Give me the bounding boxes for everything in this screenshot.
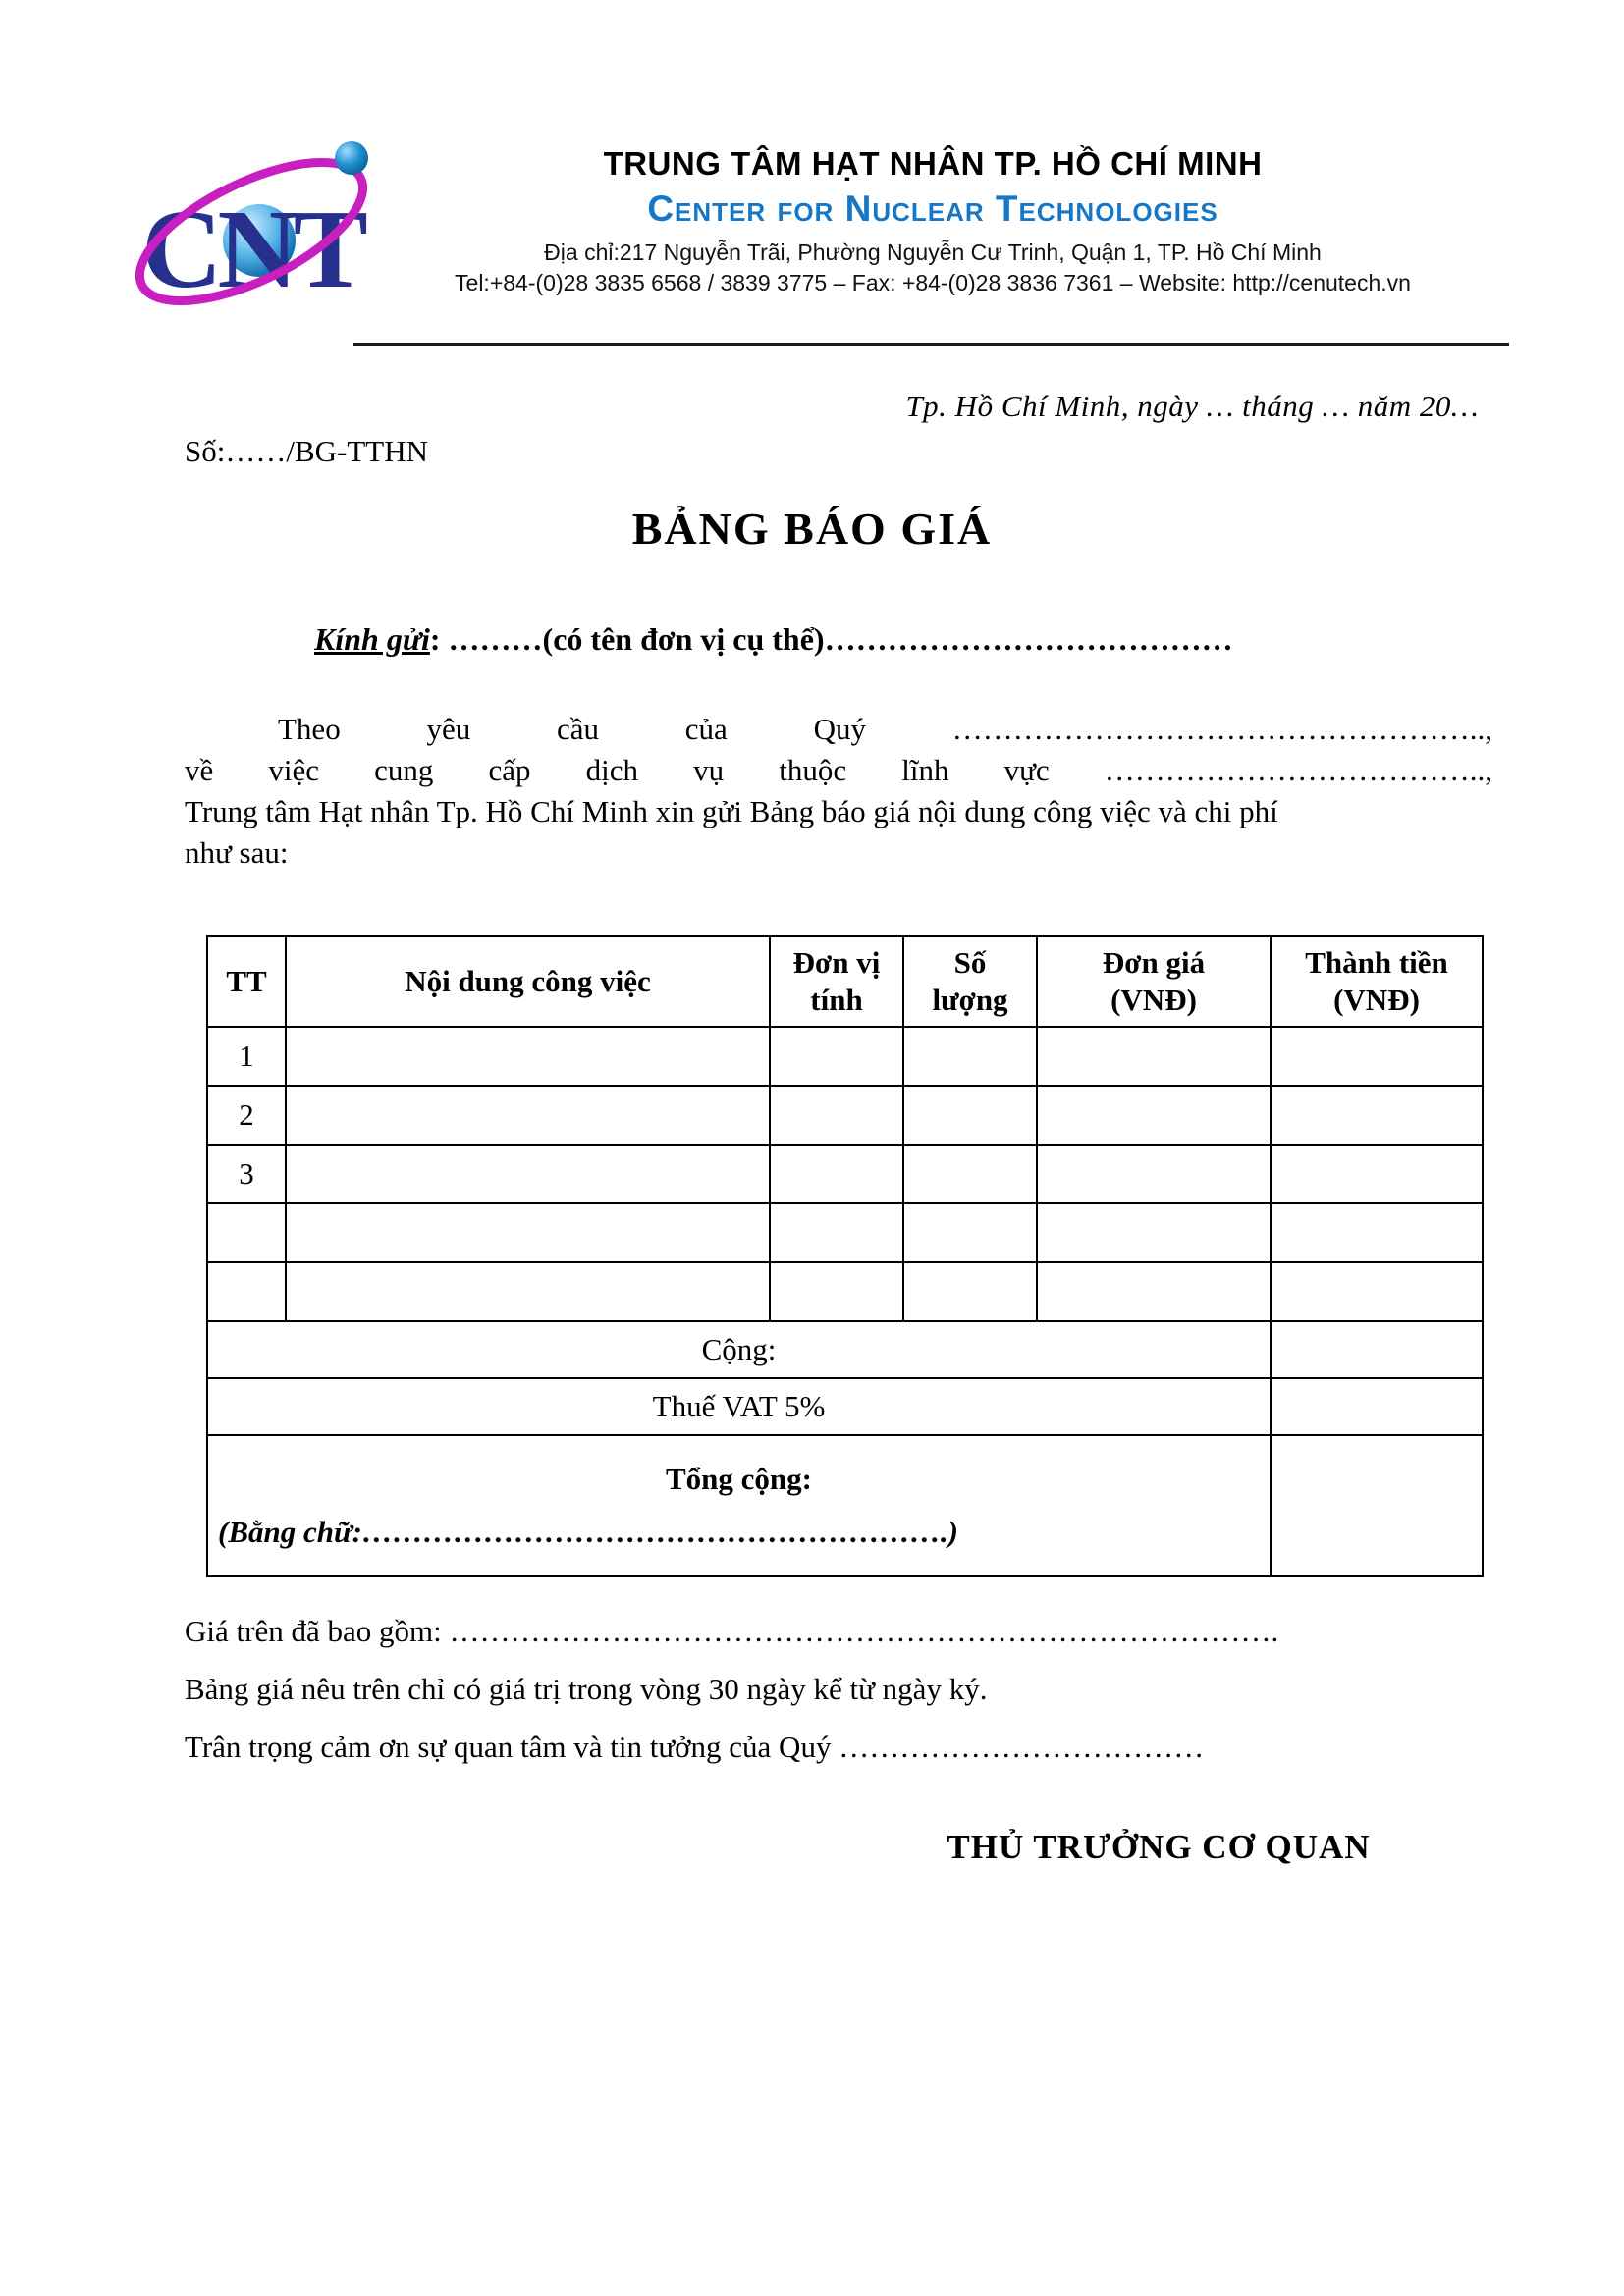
header-text: tính	[810, 983, 863, 1017]
recipient-value: : ………(có tên đơn vị cụ thể)…………………………………	[429, 621, 1233, 657]
empty-cell	[770, 1145, 903, 1203]
column-header-tt	[207, 936, 286, 1027]
empty-cell	[1271, 1086, 1483, 1145]
intro-line: về việc cung cấp dịch vụ thuộc lĩnh vực ………………………………..,	[185, 753, 1492, 787]
reference-number: Số:……/BG-TTHN	[185, 434, 428, 468]
empty-cell	[1271, 1203, 1483, 1262]
header-text: TT	[226, 964, 267, 998]
intro-line: Trung tâm Hạt nhân Tp. Hồ Chí Minh xin gửi Bảng báo giá nội dung công việc và chi phí	[185, 794, 1278, 828]
vat-label: Thuế VAT 5%	[207, 1378, 1271, 1435]
header-text: (VNĐ)	[1110, 983, 1197, 1017]
empty-cell	[770, 1086, 903, 1145]
grand-total-cell	[207, 1435, 1271, 1576]
empty-cell	[903, 1086, 1037, 1145]
footer-notes	[185, 1602, 1496, 1776]
header-text: (VNĐ)	[1333, 983, 1420, 1017]
header-text: lượng	[932, 983, 1008, 1017]
cnt-logo-icon	[122, 128, 385, 338]
empty-cell	[770, 1262, 903, 1321]
vat-value-cell	[1271, 1378, 1483, 1435]
column-header-dongia	[1037, 936, 1271, 1027]
empty-cell	[1271, 1145, 1483, 1203]
empty-cell	[903, 1203, 1037, 1262]
header-divider	[353, 343, 1509, 346]
header-text: Nội dung công việc	[405, 964, 651, 998]
empty-cell	[286, 1145, 770, 1203]
table-row	[207, 1262, 1483, 1321]
org-name-english: Center for Nuclear Technologies	[647, 188, 1218, 229]
empty-cell	[1271, 1262, 1483, 1321]
empty-cell	[1037, 1086, 1271, 1145]
grand-total-value-cell	[1271, 1435, 1483, 1576]
empty-cell	[286, 1086, 770, 1145]
row-number-cell: 2	[207, 1086, 286, 1145]
empty-cell	[1037, 1203, 1271, 1262]
recipient-line	[314, 621, 1404, 658]
org-name-vietnamese: TRUNG TÂM HẠT NHÂN TP. HỒ CHÍ MINH	[603, 145, 1263, 182]
empty-cell	[770, 1203, 903, 1262]
empty-cell	[286, 1203, 770, 1262]
table-row	[207, 1027, 1483, 1086]
table-header-row	[207, 936, 1483, 1027]
subtotal-value-cell	[1271, 1321, 1483, 1378]
empty-cell	[1037, 1145, 1271, 1203]
empty-cell	[286, 1027, 770, 1086]
intro-paragraph	[185, 709, 1492, 874]
intro-line: như sau:	[185, 835, 289, 870]
empty-cell	[1037, 1027, 1271, 1086]
table-row	[207, 1145, 1483, 1203]
empty-cell	[903, 1027, 1037, 1086]
header-text: Thành tiền	[1305, 945, 1448, 980]
subtotal-row	[207, 1321, 1483, 1378]
header-text: Đơn vị	[792, 945, 881, 980]
grand-total-row	[207, 1435, 1483, 1576]
subtotal-label: Cộng:	[207, 1321, 1271, 1378]
header-text: Đơn giá	[1102, 945, 1206, 980]
footer-line: Bảng giá nêu trên chỉ có giá trị trong vòng 30 ngày kể từ ngày ký.	[185, 1672, 988, 1706]
vat-row	[207, 1378, 1483, 1435]
header-text: Số	[953, 945, 987, 980]
empty-cell	[286, 1262, 770, 1321]
column-header-thanhtien	[1271, 936, 1483, 1027]
empty-cell	[1037, 1262, 1271, 1321]
footer-line: Giá trên đã bao gồm: ……………………………………………………………………….	[185, 1614, 1279, 1648]
empty-cell	[903, 1145, 1037, 1203]
date-line: Tp. Hồ Chí Minh, ngày … tháng … năm 20…	[905, 389, 1479, 423]
column-header-soluong	[903, 936, 1037, 1027]
signature-title: THỦ TRƯỞNG CƠ QUAN	[947, 1828, 1371, 1866]
intro-line: Theo yêu cầu của Quý ……………………………………………..,	[278, 712, 1492, 746]
quotation-table	[206, 935, 1484, 1577]
logo-letters: CNT	[141, 187, 363, 311]
footer-line: Trân trọng cảm ơn sự quan tâm và tin tưởng của Quý ………………………………	[185, 1730, 1205, 1764]
empty-cell	[1271, 1027, 1483, 1086]
letterhead	[353, 145, 1512, 296]
grand-total-label: Tổng cộng:	[666, 1462, 812, 1496]
empty-cell	[770, 1027, 903, 1086]
table-row	[207, 1086, 1483, 1145]
row-number-cell: 1	[207, 1027, 286, 1086]
column-header-donvi	[770, 936, 903, 1027]
recipient-label: Kính gửi	[314, 621, 430, 657]
row-number-cell	[207, 1203, 286, 1262]
org-contact: Tel:+84-(0)28 3835 6568 / 3839 3775 – Fax: +84-(0)28 3836 7361 – Website: http://cenutech.vn	[455, 270, 1411, 295]
org-address: Địa chỉ:217 Nguyễn Trãi, Phường Nguyễn Cư Trinh, Quận 1, TP. Hồ Chí Minh	[544, 240, 1322, 265]
amount-in-words: (Bằng chữ:………………………………………………….)	[218, 1515, 958, 1549]
empty-cell	[903, 1262, 1037, 1321]
row-number-cell: 3	[207, 1145, 286, 1203]
page-title: BẢNG BÁO GIÁ	[631, 504, 993, 554]
column-header-noidung	[286, 936, 770, 1027]
table-row	[207, 1203, 1483, 1262]
row-number-cell	[207, 1262, 286, 1321]
